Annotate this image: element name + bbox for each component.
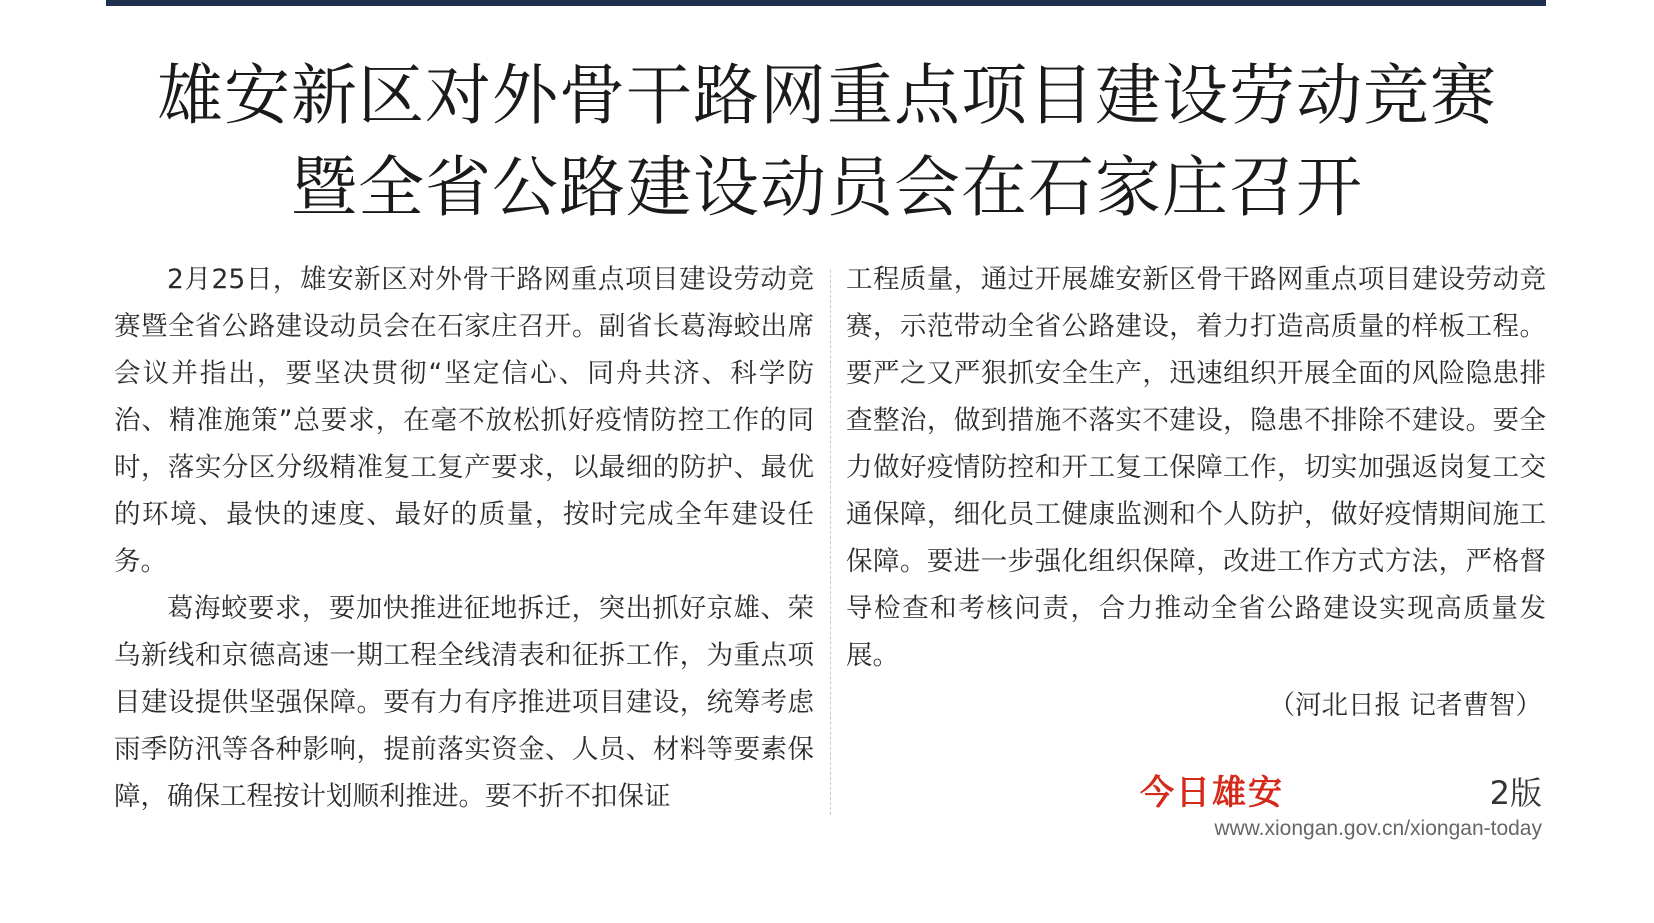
headline-line-2: 暨全省公路建设动员会在石家庄召开	[291, 149, 1363, 226]
article-headline	[0, 50, 1654, 234]
article-paragraph-1: 2月25日，雄安新区对外骨干路网重点项目建设劳动竞赛暨全省公路建设动员会在石家庄召开。副省长葛海蛟出席会议并指出，要坚决贯彻“坚定信心、同舟共济、科学防治、精准施策”总要求，在毫不放松抓好疫情防控工作的同时，落实分区分级精准复工复产要求，以最细的防护、最优的环境、最快的速度、最好的质量，按时完成全年建设任务。	[114, 264, 814, 577]
publication-url[interactable]: www.xiongan.gov.cn/xiongan-today	[1214, 817, 1542, 840]
article-left-column	[114, 256, 814, 820]
article-paragraph-2: 葛海蛟要求，要加快推进征地拆迁，突出抓好京雄、荣乌新线和京德高速一期工程全线清表和征拆工作，为重点项目建设提供坚强保障。要有力有序推进项目建设，统筹考虑雨季防汛等各种影响，提前落实资金、人员、材料等要素保障，确保工程按计划顺利推进。要不折不扣保证	[114, 593, 814, 812]
publication-logo: 今日雄安	[1140, 773, 1284, 813]
top-accent-bar	[106, 0, 1546, 6]
article-byline: （河北日报 记者曹智）	[1268, 690, 1542, 721]
column-divider	[830, 270, 831, 815]
page-number-label: 2版	[1489, 774, 1542, 812]
article-paragraph-continued: 工程质量，通过开展雄安新区骨干路网重点项目建设劳动竞赛，示范带动全省公路建设，着力打造高质量的样板工程。要严之又严狠抓安全生产，迅速组织开展全面的风险隐患排查整治，做到措施不落实不建设，隐患不排除不建设。要全力做好疫情防控和开工复工保障工作，切实加强返岗复工交通保障，细化员工健康监测和个人防护，做好疫情期间施工保障。要进一步强化组织保障，改进工作方式方法，严格督导检查和考核问责，合力推动全省公路建设实现高质量发展。	[846, 264, 1546, 671]
article-right-column	[846, 256, 1546, 679]
headline-line-1: 雄安新区对外骨干路网重点项目建设劳动竞赛	[157, 57, 1497, 134]
